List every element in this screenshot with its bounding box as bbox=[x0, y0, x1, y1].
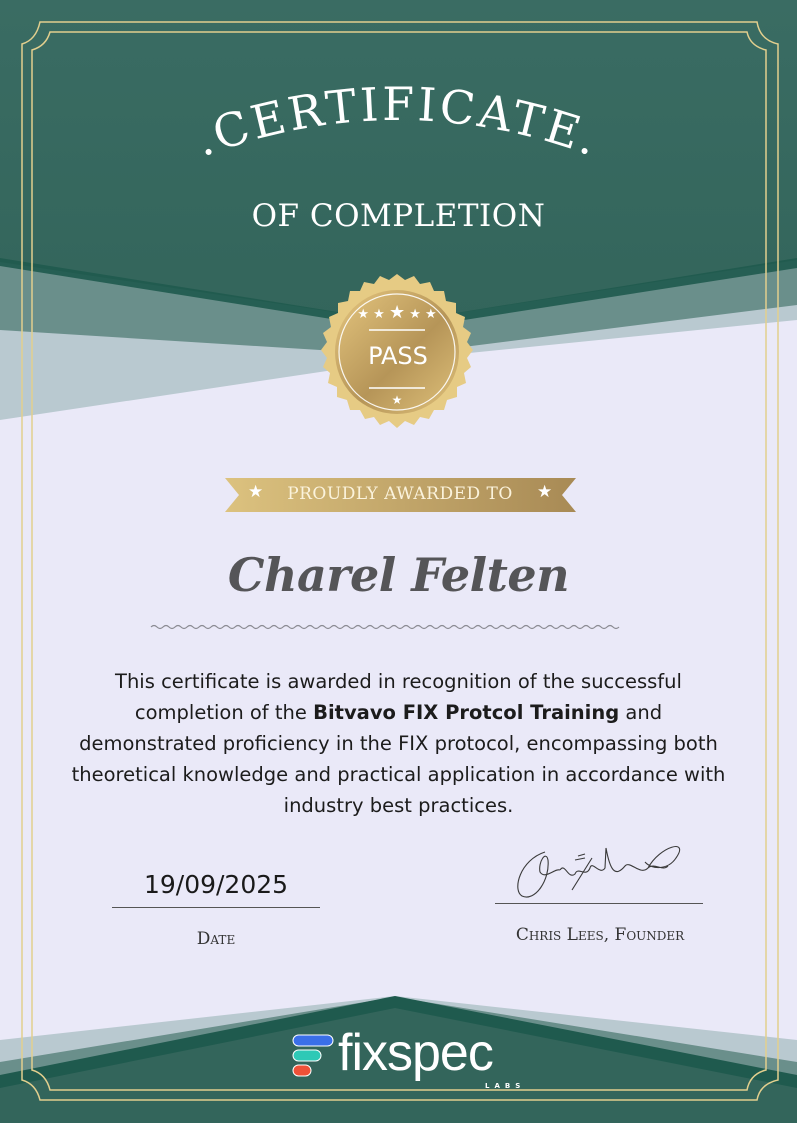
course-name: Bitvavo FIX Protcol Training bbox=[313, 701, 620, 724]
wavy-divider bbox=[151, 626, 619, 629]
awarded-to-label: PROUDLY AWARDED TO bbox=[287, 484, 513, 504]
date-underline bbox=[112, 907, 320, 908]
seal-label: PASS bbox=[368, 342, 428, 370]
recipient-name: Charel Felten bbox=[227, 548, 570, 602]
certificate-subtitle: OF COMPLETION bbox=[251, 198, 546, 234]
description-text: This certificate is awarded in recognition of the successful completion of the bbox=[115, 670, 682, 724]
date-label: Date bbox=[196, 929, 236, 949]
date-value: 19/09/2025 bbox=[143, 870, 289, 899]
description-text: and demonstrated proficiency in the FIX protocol, encompassing both theoretical knowledge and practical application in accordance with industry best practices. bbox=[71, 701, 726, 817]
certificate-description bbox=[70, 666, 727, 821]
brand-subtitle: LABS bbox=[485, 1082, 526, 1090]
star-icon: ★ bbox=[248, 482, 264, 502]
brand-name: fixspec bbox=[338, 1024, 493, 1082]
signature bbox=[518, 847, 680, 897]
star-icon: ★ ★ ★ ★ ★ bbox=[357, 302, 437, 323]
signature-underline bbox=[495, 903, 703, 904]
star-icon: ★ bbox=[391, 393, 403, 407]
star-icon: ★ bbox=[537, 482, 553, 502]
certificate-title: .CERTIFICATE. bbox=[187, 76, 609, 168]
signatory-label: Chris Lees, Founder bbox=[515, 925, 685, 945]
